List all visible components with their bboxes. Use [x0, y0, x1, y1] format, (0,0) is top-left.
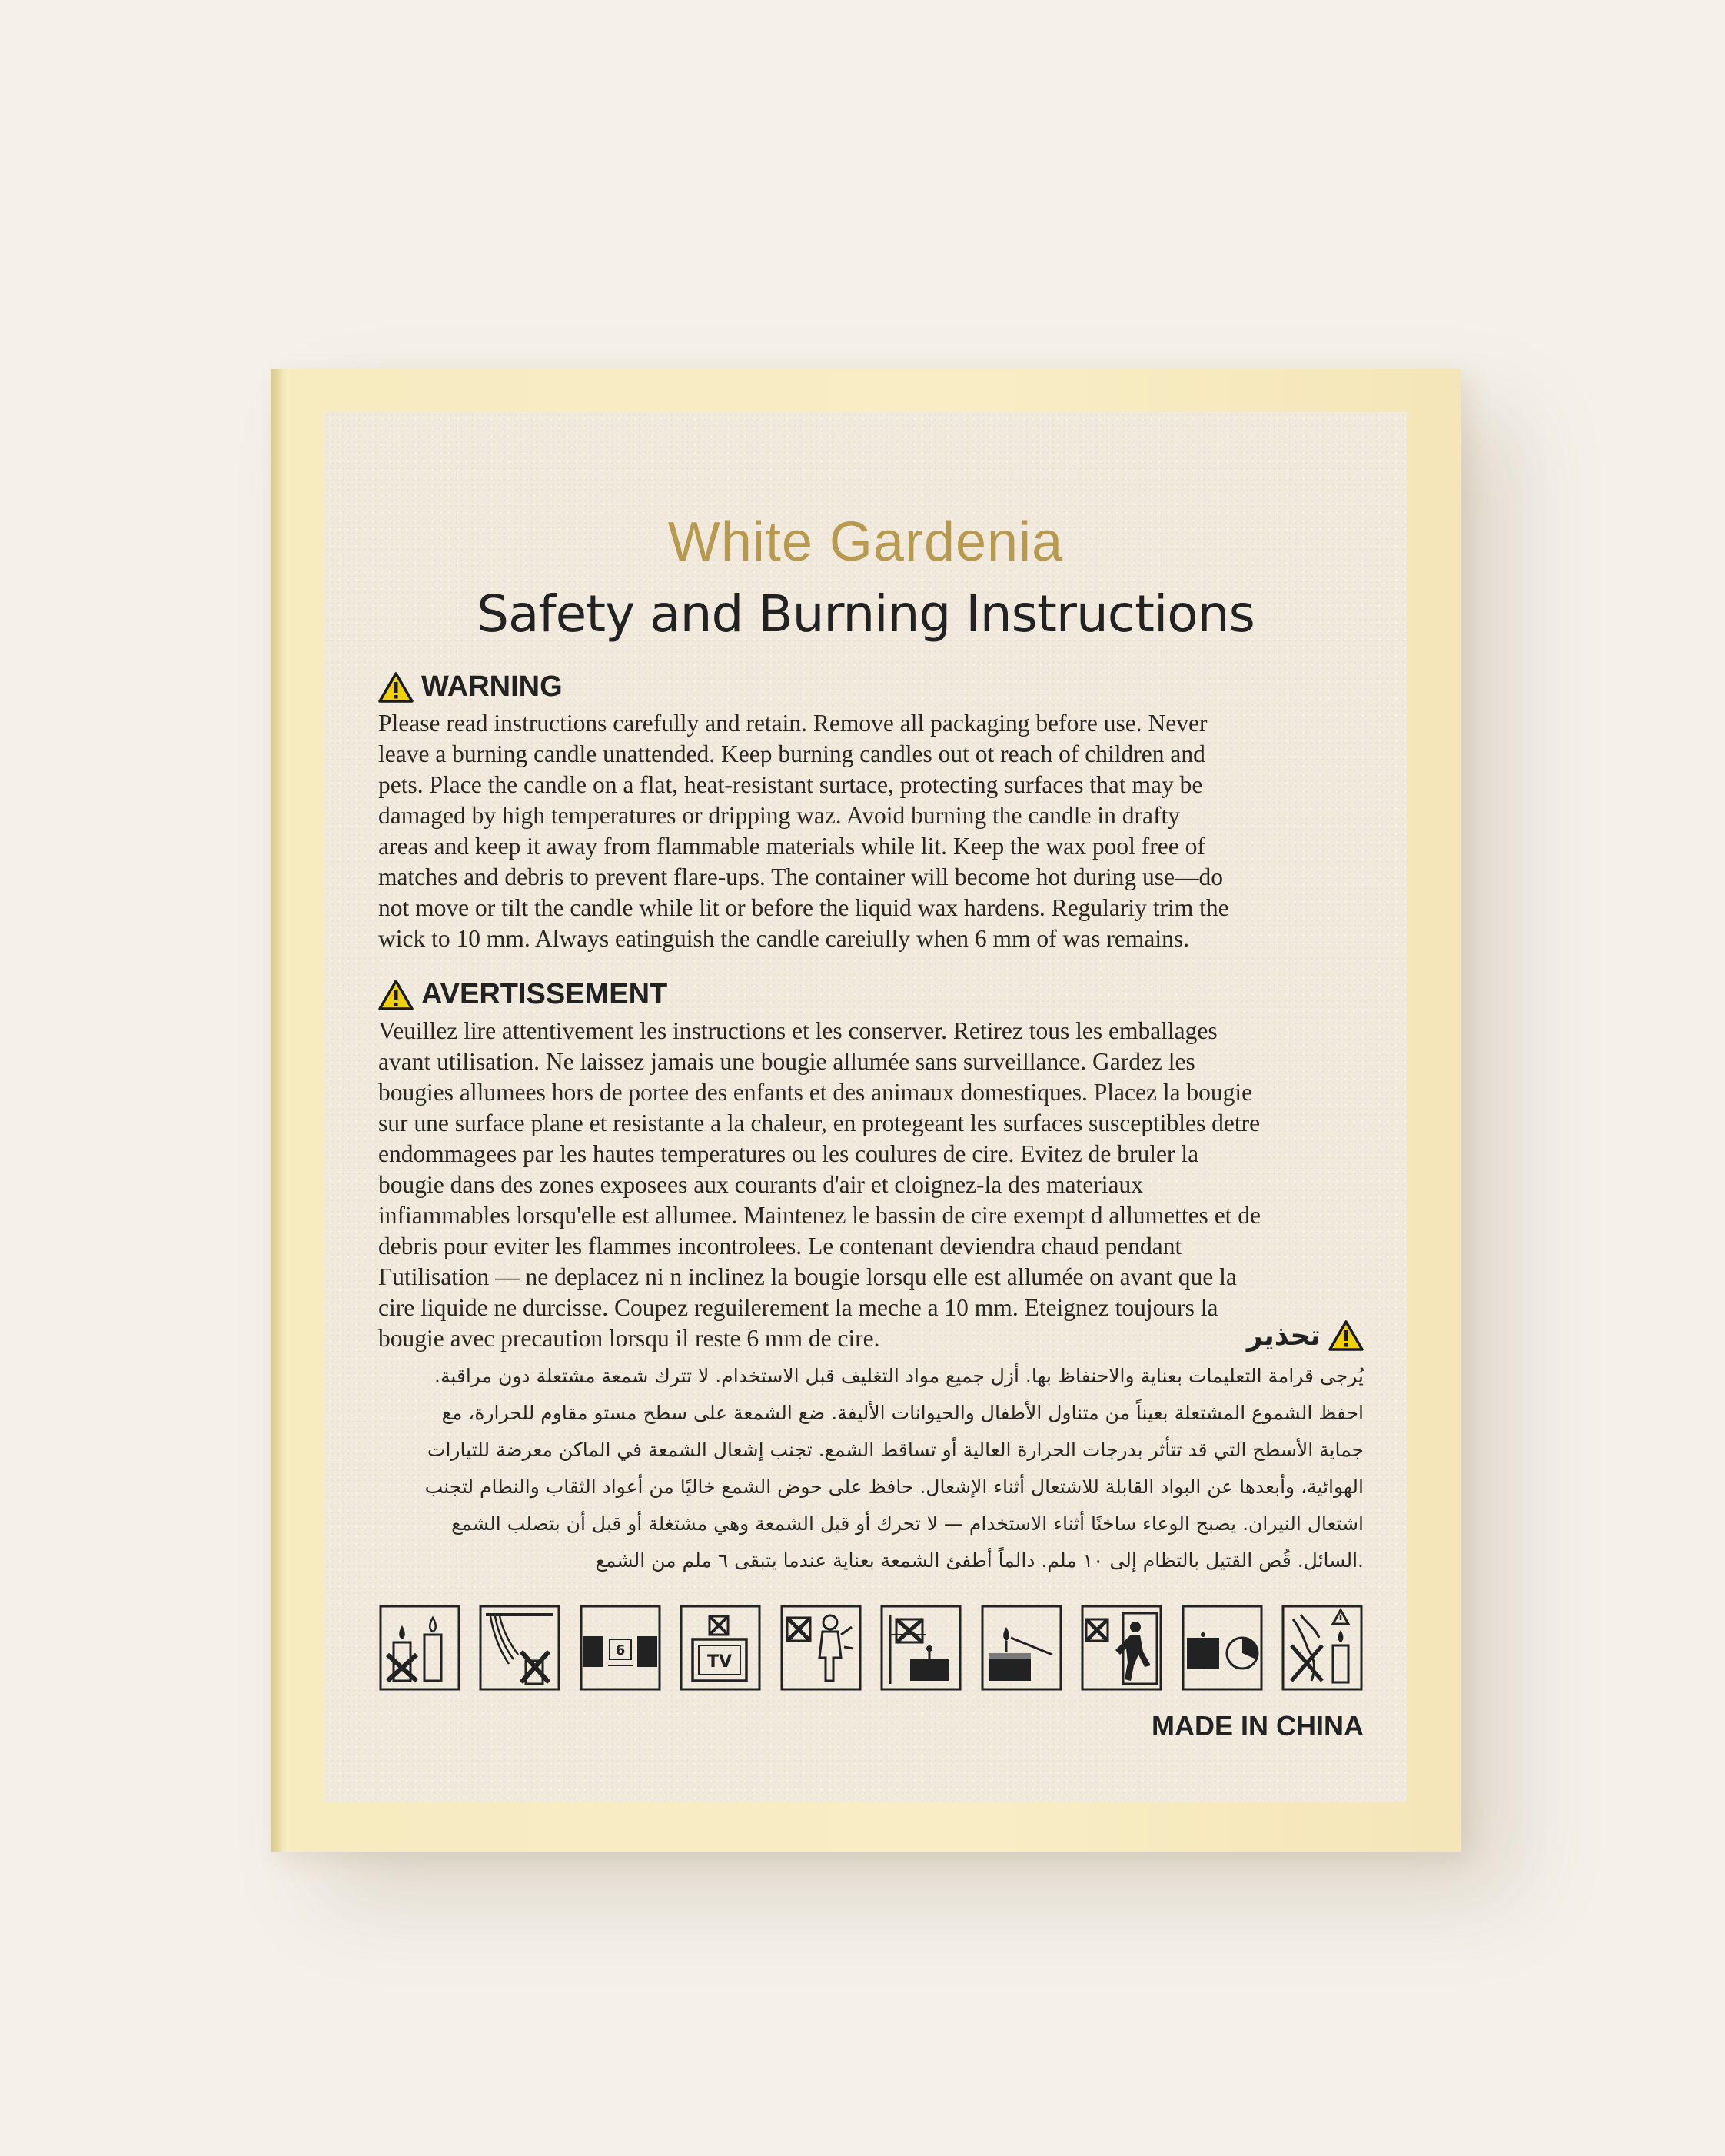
candle-box-back	[271, 369, 1461, 1852]
warning-body-arabic	[378, 1358, 1364, 1579]
keep-away-from-flammables-icon	[1281, 1604, 1364, 1692]
page-title: Safety and Burning Instructions	[477, 584, 1255, 644]
warning-body-french	[378, 1016, 1364, 1354]
text-line: sur une surface plane et resistante a la chaleur, en protegeant les surfaces susceptibles detre	[378, 1110, 1261, 1136]
avertissement-heading: AVERTISSEMENT	[421, 978, 668, 1010]
text-line: damaged by high temperatures or dripping waz. Avoid burning the candle in drafty	[378, 802, 1180, 829]
warning-triangle-icon	[1328, 1319, 1364, 1352]
not-on-tv-icon	[679, 1604, 762, 1692]
text-line: يُرجى قرامة التعليمات بعناية والاحنفاظ بها. أزل جميع مواد التغليف قبل الاستخدام. لا تترك شمعة مشتعلة دون مراقبة.	[434, 1365, 1364, 1387]
warning-section-english	[378, 670, 1364, 954]
text-line: اشتعال النيران. يصبح الوعاء ساخنًا أثناء الاستخدام — لا تحرك أو قيل الشمعة وهي مشتغلة أو قبل أن بتصلب الشمع	[451, 1512, 1364, 1535]
svg-text:6: 6	[615, 1642, 626, 1659]
keep-away-from-curtains-icon	[478, 1604, 561, 1692]
svg-text:TV: TV	[707, 1652, 733, 1672]
text-line: cire liquide ne durcisse. Coupez reguilerement la meche a 10 mm. Eteignez toujours la	[378, 1294, 1218, 1321]
text-line: جماية الأسطح التي قد تتأثر بدرجات الحرارة العالية أو تساقط الشمع. تجنب إشعال الشمعة في الماكن معرضة للتيارات	[427, 1439, 1364, 1461]
text-line: debris pour eviter les flammes incontrolees. Le contenant deviendra chaud pendant	[378, 1233, 1182, 1259]
text-line: avant utilisation. Ne laissez jamais une bougie allumée sans surveillance. Gardez les	[378, 1048, 1195, 1075]
burn-time-icon	[1181, 1604, 1264, 1692]
tahdhir-heading: تحذير	[1246, 1319, 1321, 1352]
text-line: endommagees par les hautes temperatures ou les coulures de cire. Evitez de bruler la	[378, 1140, 1199, 1167]
warning-triangle-icon	[378, 671, 414, 704]
warning-section-french	[378, 978, 1364, 1354]
never-leave-unattended-icon	[1080, 1604, 1163, 1692]
instructions-label	[324, 412, 1407, 1802]
text-line: الهوائية، وأبعدها عن البواد القابلة للاشتعال أثناء الإشعال. حافظ على حوض الشمع خاليًا من أعواد الثقاب والنطام لتجنب	[424, 1476, 1364, 1498]
text-line: Veuillez lire attentivement les instructions et les conserver. Retirez tous les emballages	[378, 1017, 1218, 1044]
warning-heading: WARNING	[421, 670, 563, 703]
text-line: .السائل. قُص القتيل بالتظام إلى ١٠ ملم. دالماً أطفئ الشمعة بعناية عندما يتبقى ٦ ملم من الشمع	[595, 1549, 1364, 1572]
warning-section-arabic	[378, 1319, 1364, 1579]
candle-spacing-icon	[579, 1604, 662, 1692]
safety-pictograms	[378, 1604, 1364, 1693]
text-line: matches and debris to prevent flare-ups. The container will become hot during use—do	[378, 863, 1223, 890]
text-line: not move or tilt the candle while lit or before the liquid wax hardens. Regulariy trim the	[378, 894, 1229, 921]
text-line: wick to 10 mm. Always eatinguish the candle careiully when 6 mm of was remains.	[378, 925, 1190, 952]
no-multiple-candles-icon	[378, 1604, 461, 1692]
text-line: Please read instructions carefully and retain. Remove all packaging before use. Never	[378, 710, 1208, 737]
keep-away-from-children-pets-icon	[779, 1604, 862, 1692]
text-line: bougie dans des zones exposees aux courants d'air et cloignez-la des materiaux	[378, 1171, 1143, 1198]
no-drafts-shelf-icon	[879, 1604, 962, 1692]
text-line: Γutilisation — ne deplacez ni n inclinez la bougie lorsqu elle est allumée on avant que la	[378, 1263, 1237, 1290]
warning-body-english	[378, 708, 1364, 954]
text-line: leave a burning candle unattended. Keep burning candles out ot reach of children and	[378, 740, 1205, 767]
text-line: areas and keep it away from flammable materials while lit. Keep the wax pool free of	[378, 833, 1205, 860]
warning-triangle-icon	[378, 979, 414, 1011]
text-line: bougies allumees hors de portee des enfants et des animaux domestiques. Placez la bougie	[378, 1079, 1253, 1106]
made-in-label: MADE IN CHINA	[1152, 1710, 1364, 1742]
trim-wick-icon	[980, 1604, 1063, 1692]
text-line: infiammables lorsqu'elle est allumee. Maintenez le bassin de cire exempt d allumettes et de	[378, 1202, 1261, 1229]
text-line: bougie avec precaution lorsqu il reste 6 mm de cire.	[378, 1325, 880, 1352]
brand-name: White Gardenia	[667, 511, 1064, 573]
text-line: pets. Place the candle on a flat, heat-resistant surtace, protecting surfaces that may be	[378, 771, 1203, 798]
text-line: احفظ الشموع المشتعلة بعيناً من متناول الأطفال والحيوانات الأليفة. ضع الشمعة على سطح مستو مقاوم للحرارة، مع	[441, 1402, 1364, 1424]
